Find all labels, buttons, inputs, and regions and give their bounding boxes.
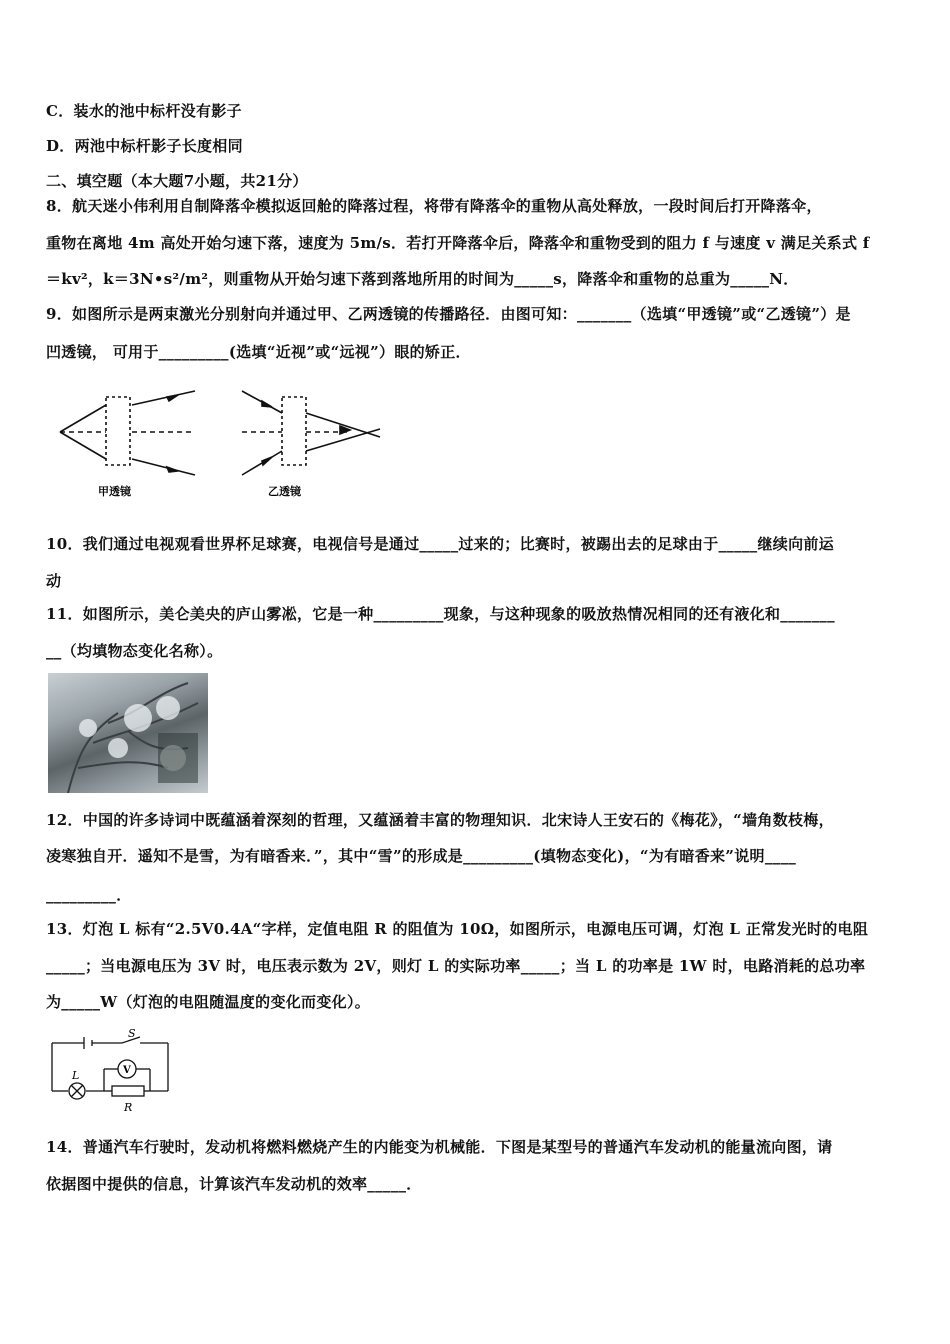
lens-b-label: 乙透镜	[268, 485, 301, 498]
q8-line-3: ＝kv²，k＝3N•s²/m²，则重物从开始匀速下落到落地所用的时间为_____s，降落伞和重物的总重为_____N．	[46, 270, 799, 288]
lens-figure	[50, 385, 390, 510]
option-c: C．装水的池中标杆没有影子	[46, 102, 242, 120]
option-d: D．两池中标杆影子长度相同	[46, 137, 243, 155]
switch-label: S	[128, 1027, 136, 1040]
lens-b	[242, 391, 380, 475]
q8-line-1: 8．航天迷小伟利用自制降落伞模拟返回舱的降落过程，将带有降落伞的重物从高处释放，一段时间后打开降落伞，	[46, 197, 822, 215]
q9-line-2: 凹透镜， 可用于_________(选填“近视”或“远视”）眼的矫正．	[46, 343, 471, 361]
q13-line-3: 为_____W（灯泡的电阻随温度的变化而变化）。	[46, 993, 371, 1011]
q10-line-1: 10．我们通过电视观看世界杯足球赛，电视信号是通过_____过来的；比赛时，被踢出去的足球由于_____继续向前运	[46, 535, 834, 553]
section-heading: 二、填空题（本大题7小题，共21分）	[46, 172, 308, 190]
q12-line-1: 12．中国的许多诗词中既蕴涵着深刻的哲理，又蕴涵着丰富的物理知识．北宋诗人王安石的《梅花》，“墙角数枝梅，	[46, 811, 834, 829]
q11-line-2: __（均填物态变化名称）。	[46, 642, 223, 660]
q9-line-1: 9．如图所示是两束激光分别射向并通过甲、乙两透镜的传播路径．由图可知：_______（选填“甲透镜”或“乙透镜”）是	[46, 305, 851, 323]
lamp-label: L	[72, 1069, 80, 1082]
q14-line-1: 14．普通汽车行驶时，发动机将燃料燃烧产生的内能变为机械能．下图是某型号的普通汽车发动机的能量流向图，请	[46, 1138, 833, 1156]
rime-tree-illustration	[48, 673, 208, 793]
q8-line-2: 重物在离地 4m 高处开始匀速下落，速度为 5m/s．若打开降落伞后，降落伞和重物受到的阻力 f 与速度 v 满足关系式 f	[46, 234, 870, 252]
q12-line-2: 凌寒独自开．遥知不是雪，为有暗香来．”，其中“雪”的形成是_________(填物态变化)，“为有暗香来”说明____	[46, 847, 797, 865]
resistor-label: R	[124, 1101, 133, 1114]
q13-line-2: _____；当电源电压为 3V 时，电压表示数为 2V，则灯 L 的实际功率_____；当 L 的功率是 1W 时，电路消耗的总功率	[46, 957, 866, 975]
circuit-figure	[46, 1025, 176, 1115]
q12-line-3: _________．	[46, 886, 132, 904]
q14-line-2: 依据图中提供的信息，计算该汽车发动机的效率_____．	[46, 1175, 422, 1193]
q10-line-2: 动	[46, 572, 62, 590]
rime-photo	[48, 673, 208, 793]
q13-line-1: 13．灯泡 L 标有“2.5V0.4A“字样，定值电阻 R 的阻值为 10Ω，如图所示，电源电压可调，灯泡 L 正常发光时的电阻	[46, 920, 869, 938]
lens-a-label: 甲透镜	[98, 485, 131, 498]
voltmeter-label: V	[123, 1065, 131, 1076]
q11-line-1: 11．如图所示，美仑美央的庐山雾凇，它是一种_________现象，与这种现象的吸放热情况相同的还有液化和_______	[46, 605, 835, 623]
lens-a	[60, 391, 195, 475]
